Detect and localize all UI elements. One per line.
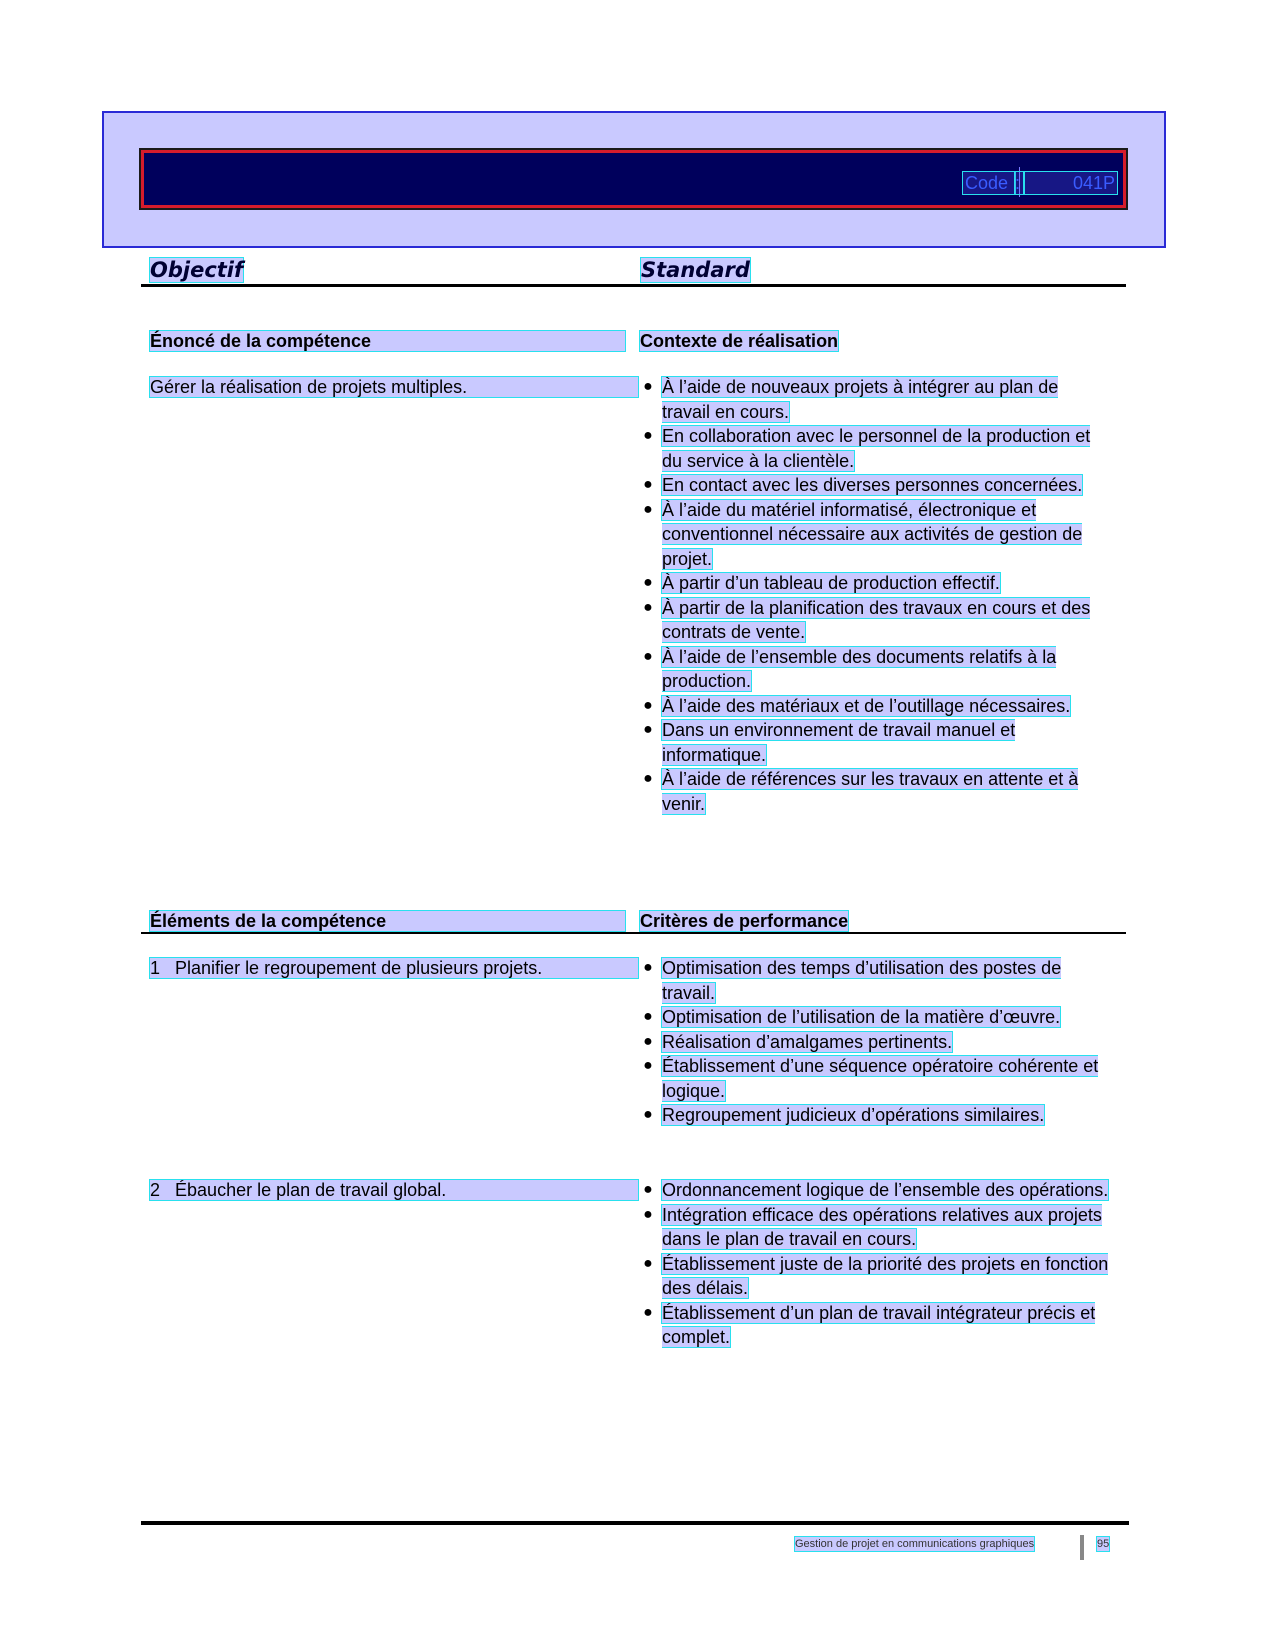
objective-title: Objectif	[150, 258, 244, 282]
code-value: 041P	[1024, 171, 1118, 195]
competence-statement-heading: Énoncé de la compétence	[150, 331, 625, 351]
performance-criteria-heading: Critères de performance	[640, 911, 849, 931]
bullet-icon: ●	[643, 1032, 653, 1050]
bullet-icon: ●	[643, 598, 653, 616]
bullet-icon: ●	[643, 1008, 653, 1025]
element-2	[150, 1180, 638, 1200]
standard-title: Standard	[641, 258, 750, 282]
list-item: ● En collaboration avec le personnel de la production et du service à la clientèle.	[640, 424, 1110, 473]
list-item: ● Établissement juste de la priorité des projets en fonction des délais.	[640, 1252, 1110, 1301]
list-item: ● Dans un environnement de travail manuel et informatique.	[640, 718, 1110, 767]
bullet-icon: ●	[643, 574, 653, 591]
list-item: ● Établissement d’une séquence opératoire cohérente et logique.	[640, 1054, 1110, 1103]
list-item: ● Ordonnancement logique de l’ensemble des opérations.	[640, 1178, 1110, 1203]
element-text: Ébaucher le plan de travail global.	[175, 1180, 447, 1200]
footer-divider	[1080, 1535, 1084, 1560]
list-item: ● À partir d’un tableau de production effectif.	[640, 571, 1110, 596]
competence-elements-heading: Éléments de la compétence	[150, 911, 625, 931]
code-label: Code	[962, 171, 1016, 195]
code-separator: :	[1014, 171, 1024, 195]
title-rule	[141, 284, 1126, 287]
bullet-icon: ●	[643, 1181, 653, 1198]
element-number: 2	[150, 1180, 161, 1200]
bullet-icon: ●	[643, 500, 653, 518]
list-item: ● En contact avec les diverses personnes concernées.	[640, 473, 1110, 498]
bullet-icon: ●	[643, 721, 653, 738]
bullet-icon: ●	[643, 1303, 653, 1321]
list-item: ● Regroupement judicieux d’opérations similaires.	[640, 1103, 1110, 1128]
page-number: 95	[1097, 1538, 1110, 1550]
bullet-icon: ●	[643, 770, 653, 787]
bullet-icon: ●	[643, 427, 653, 444]
footer-title: Gestion de projet en communications graphiques	[795, 1538, 1035, 1550]
competence-statement: Gérer la réalisation de projets multiples.	[150, 377, 638, 397]
bullet-icon: ●	[643, 476, 653, 493]
criteria-list-1	[640, 956, 1110, 1128]
list-item: ● Intégration efficace des opérations relatives aux projets dans le plan de travail en cours.	[640, 1203, 1110, 1252]
bullet-icon: ●	[643, 1106, 653, 1123]
bullet-icon: ●	[643, 378, 653, 395]
section-rule	[141, 932, 1126, 934]
list-item: ● À l’aide de nouveaux projets à intégrer au plan de travail en cours.	[640, 375, 1110, 424]
bullet-icon: ●	[643, 1254, 653, 1272]
element-number: 1	[150, 958, 161, 978]
footer-rule	[141, 1521, 1129, 1525]
bullet-icon: ●	[643, 1205, 653, 1223]
bullet-icon: ●	[643, 1057, 653, 1074]
title-bar	[141, 150, 1126, 208]
list-item: ● Réalisation d’amalgames pertinents.	[640, 1030, 1110, 1055]
criteria-list-2	[640, 1178, 1110, 1350]
bullet-icon: ●	[643, 696, 653, 714]
bullet-icon: ●	[643, 959, 653, 976]
context-list	[640, 375, 1110, 816]
list-item: ● À l’aide de l’ensemble des documents relatifs à la production.	[640, 645, 1110, 694]
list-item: ● À l’aide du matériel informatisé, électronique et conventionnel nécessaire aux activités de gestion de projet.	[640, 498, 1110, 572]
list-item: ● À partir de la planification des travaux en cours et des contrats de vente.	[640, 596, 1110, 645]
element-text: Planifier le regroupement de plusieurs projets.	[175, 958, 543, 978]
list-item: ● Optimisation de l’utilisation de la matière d’œuvre.	[640, 1005, 1110, 1030]
list-item: ● Établissement d’un plan de travail intégrateur précis et complet.	[640, 1301, 1110, 1350]
list-item: ● À l’aide des matériaux et de l’outillage nécessaires.	[640, 694, 1110, 719]
context-heading: Contexte de réalisation	[640, 331, 839, 351]
element-1	[150, 958, 638, 978]
list-item: ● Optimisation des temps d’utilisation des postes de travail.	[640, 956, 1110, 1005]
bullet-icon: ●	[643, 647, 653, 665]
list-item: ● À l’aide de références sur les travaux en attente et à venir.	[640, 767, 1110, 816]
